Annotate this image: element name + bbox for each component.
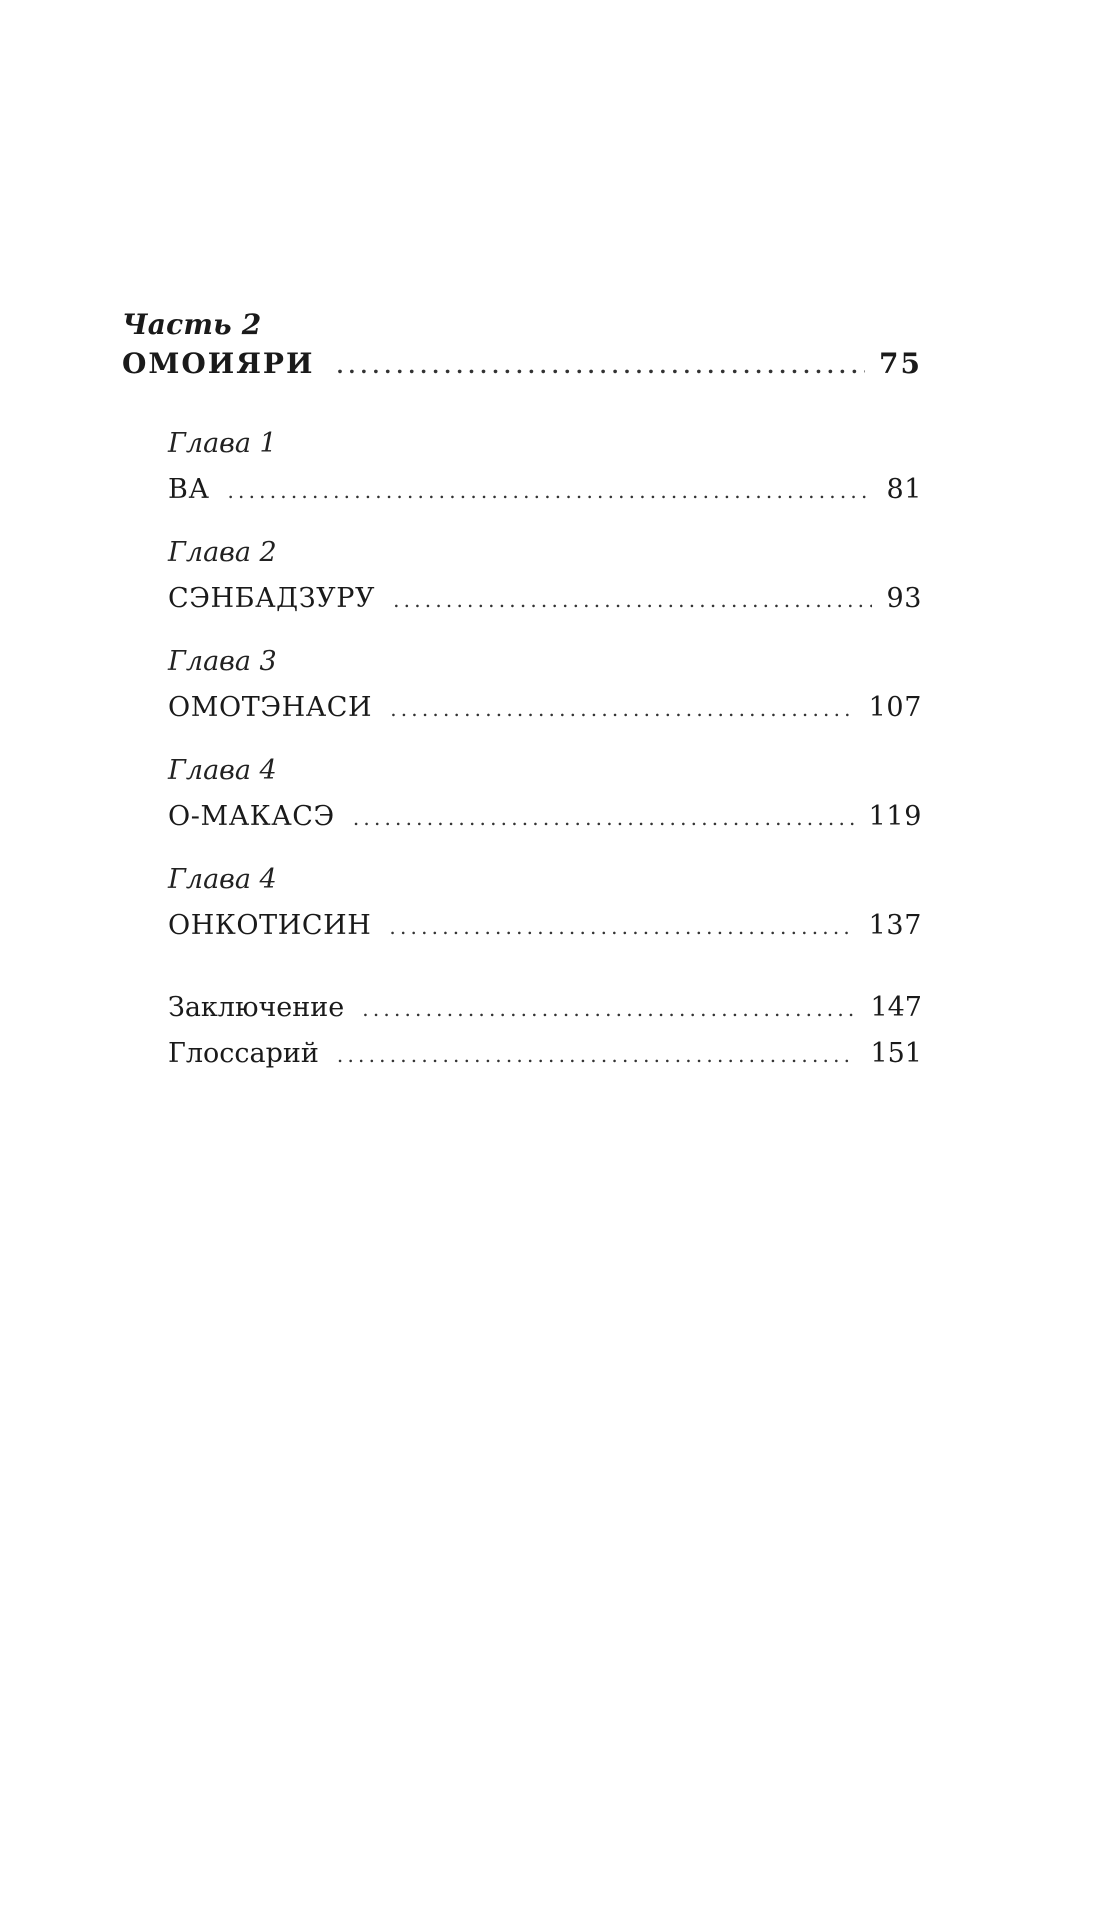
chapter-entry bbox=[168, 474, 922, 505]
part-entry bbox=[122, 347, 922, 380]
entry-title: Глоссарий bbox=[168, 1038, 319, 1069]
dot-leader bbox=[337, 1043, 857, 1067]
dot-leader bbox=[390, 697, 854, 721]
chapter-title: СЭНБАДЗУРУ bbox=[168, 583, 376, 614]
dot-leader bbox=[336, 354, 865, 378]
back-matter-entry bbox=[168, 1038, 922, 1069]
chapter-title: ВА bbox=[168, 474, 210, 505]
dot-leader bbox=[353, 806, 855, 830]
part-heading: Часть 2 bbox=[122, 308, 262, 341]
chapter-title: О-МАКАСЭ bbox=[168, 801, 335, 832]
dot-leader bbox=[362, 997, 856, 1021]
back-matter-entry bbox=[168, 992, 922, 1023]
table-of-contents bbox=[122, 0, 922, 1925]
chapter-label: Глава 1 bbox=[168, 428, 277, 459]
page-number: 81 bbox=[886, 474, 922, 505]
chapter-entry bbox=[168, 583, 922, 614]
dot-leader bbox=[389, 915, 854, 939]
page-number: 151 bbox=[870, 1038, 922, 1069]
entry-title: Заключение bbox=[168, 992, 345, 1023]
page-number: 107 bbox=[868, 692, 922, 723]
page-number: 119 bbox=[868, 801, 922, 832]
page-number: 147 bbox=[870, 992, 922, 1023]
page-number: 93 bbox=[886, 583, 922, 614]
part-title: ОМОИЯРИ bbox=[122, 347, 315, 380]
chapter-title: ОНКОТИСИН bbox=[168, 910, 372, 941]
page-number: 75 bbox=[879, 347, 922, 380]
chapter-entry bbox=[168, 692, 922, 723]
dot-leader bbox=[393, 588, 872, 612]
chapter-label: Глава 4 bbox=[168, 864, 277, 895]
chapter-title: ОМОТЭНАСИ bbox=[168, 692, 373, 723]
chapter-entry bbox=[168, 910, 922, 941]
dot-leader bbox=[228, 479, 873, 503]
chapter-label: Глава 3 bbox=[168, 646, 277, 677]
chapter-label: Глава 4 bbox=[168, 755, 277, 786]
chapter-entry bbox=[168, 801, 922, 832]
chapter-label: Глава 2 bbox=[168, 537, 277, 568]
page-number: 137 bbox=[868, 910, 922, 941]
